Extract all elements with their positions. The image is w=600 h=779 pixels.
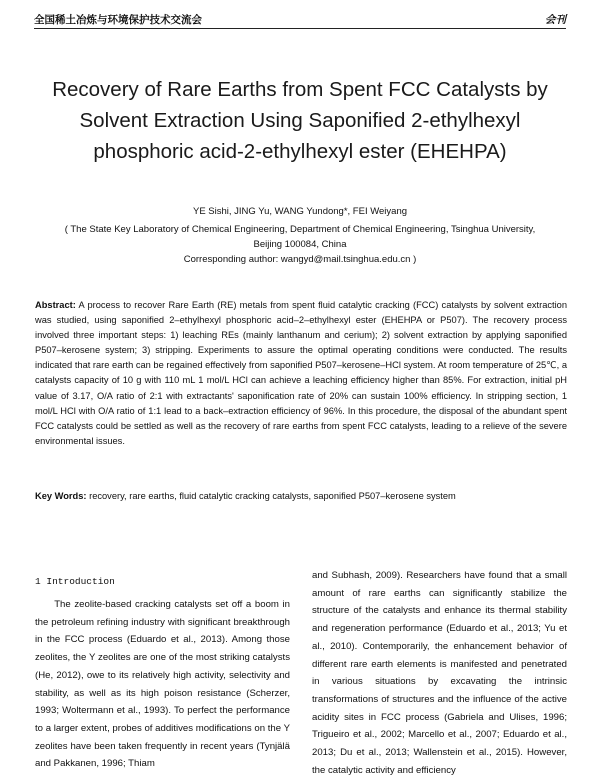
keywords-label: Key Words: (35, 491, 87, 501)
abstract-text: A process to recover Rare Earth (RE) metals from spent fluid catalytic cracking (FCC) catalysts by solvent extraction was studied, using saponified 2–ethylhexyl phosphoric acid–2–ethylhexyl ester (EHEHPA or P507). The recovery process involved three important steps: 1) leaching REs (mainly lanthanum and cerium); 2) solvent extraction by applying saponified P507–kerosene system; 3) stripping. Experiments to assure the optimal operating conditions were conducted. The results indicated that rare earth can be regained effectively from saponified P507–kerosene–HCl system. At room temperature of 25℃, a catalysts capacity of 10 g with 110 mL 1 mol/L HCl can achieve a leaching efficiency higher than 85%. For extraction, initial pH value of 3.17, O/A ratio of 2:1 with extractants' saponification rate of 20% can sustain 100% efficiency. In stripping section, 1 mol/L HCl with O/A ratio of 1:1 lead to a back–extraction efficiency of 96%. In this procedure, the disposal of the abundant spent FCC catalysts could be settled as well as the recovery of rare earths from spent FCC catalysts, leading to a relieve of the severe environmental issues. (35, 300, 568, 446)
affiliation-block (60, 222, 540, 267)
paper-title: Recovery of Rare Earths from Spent FCC Catalysts by Solvent Extraction Using Saponified 2-ethylhexyl phosphoric acid-2-ethylhexyl ester (EHEHPA) (52, 78, 548, 163)
conference-name: 全国稀土冶炼与环境保护技术交流会 (34, 14, 202, 26)
running-header (34, 8, 566, 29)
intro-paragraph-left: The zeolite-based cracking catalysts set off a boom in the petroleum refining industry with significant breakthrough in the FCC process (Eduardo et al., 2013). Among those zeolites, the Y zeolites are one of the most striking catalysts (He, 2012), owe to its relatively high activity, selectivity and stability, as well as its high poison resistance (Scherzer, 1993; Woltermann et al., 1993). To perfect the performance to a larger extent, probes of additives modifications on the Y zeolites have been taken frequently in recent years (Tynjälä and Pakkanen, 1996; Thiam (35, 599, 290, 770)
intro-left-column (35, 567, 290, 773)
keywords-text: recovery, rare earths, fluid catalytic cracking catalysts, saponified P507–kerosene system (89, 491, 456, 501)
journal-tag: 会刊 (545, 14, 566, 26)
abstract (35, 298, 567, 449)
intro-paragraph-right: and Subhash, 2009). Researchers have found that a small amount of rare earths can significantly stabilize the structure of the catalysts and enhance its thermal stability and regeneration performance (Eduardo et al., 2013; Yu et al., 2010). Contemporarily, the enhancement behavior of different rare earth elements is manifested and penetrated in various situations by excavating the intrinsic transformations of structures and the influence of the active acidity sites in FCC process (Gabriela and Ulises, 1996; Trigueiro et al., 2002; Marcello et al., 2007; Eduardo et al., 2013; Du et al., 2013; Wallenstein et al., 2015). However, the catalytic activity and efficiency (312, 570, 567, 776)
corresponding-author: Corresponding author: wangyd@mail.tsinghua.edu.cn ) (183, 254, 417, 265)
affiliation: ( The State Key Laboratory of Chemical Engineering, Department of Chemical Engineering, Tsinghua University, Beijing 100084, China (64, 224, 536, 250)
intro-right-column (312, 567, 567, 779)
author-list: YE Sishi, JING Yu, WANG Yundong*, FEI Weiyang (192, 206, 408, 217)
section-heading: 1 Introduction (35, 576, 115, 587)
abstract-label: Abstract: (35, 300, 76, 310)
keywords (35, 489, 567, 504)
